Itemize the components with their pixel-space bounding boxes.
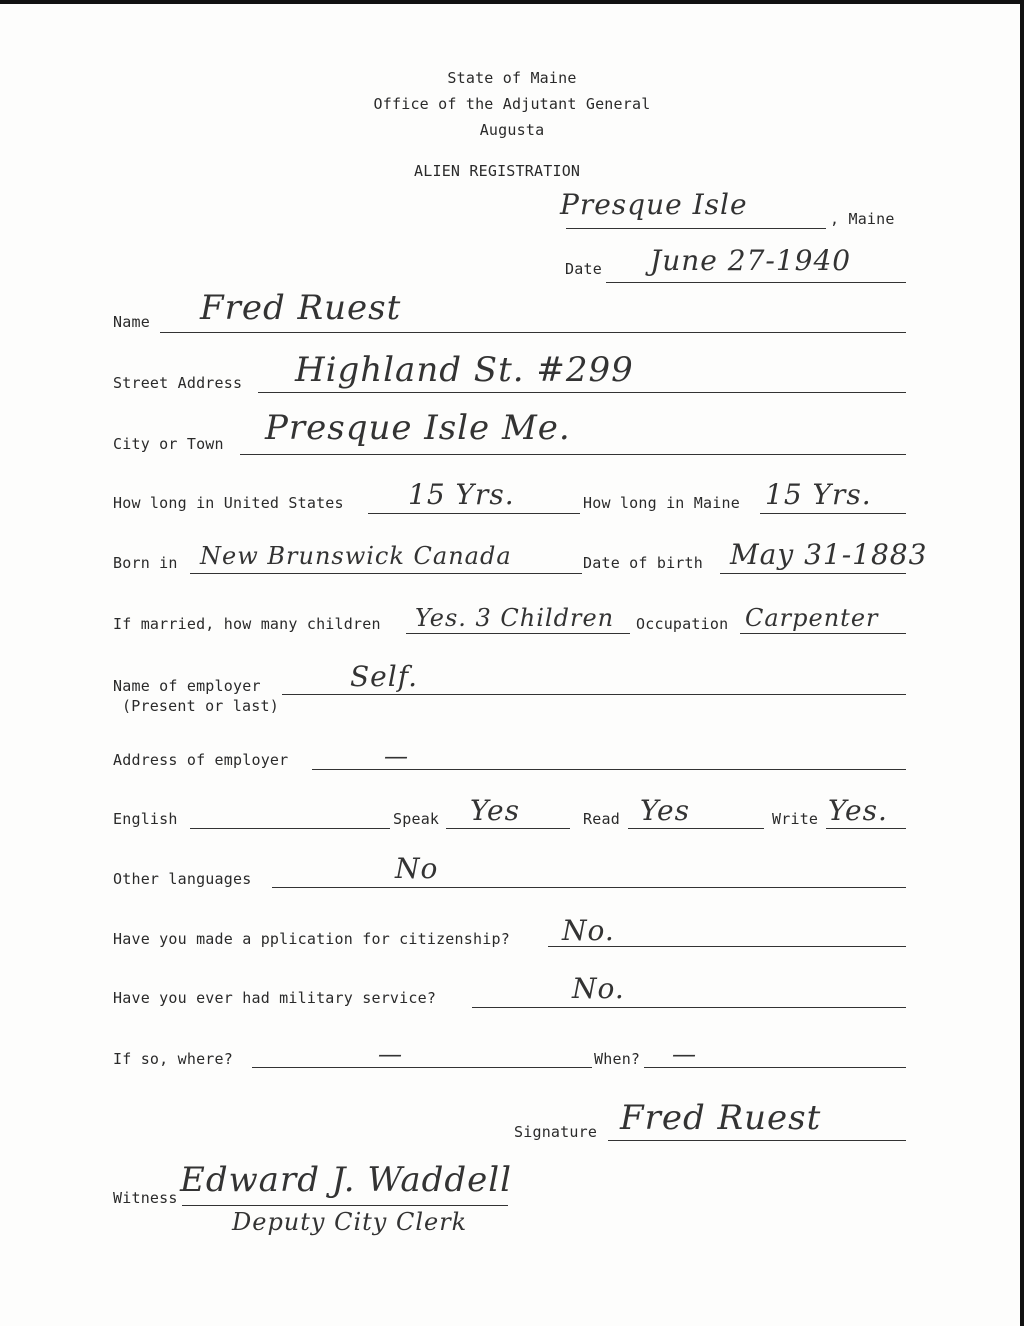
street-label: Street Address bbox=[113, 374, 243, 392]
place-suffix: , Maine bbox=[830, 210, 895, 228]
citizenship-label: Have you made a pplication for citizenship? bbox=[113, 930, 510, 948]
header-office: Office of the Adjutant General bbox=[373, 95, 651, 113]
born-in-line bbox=[190, 573, 582, 574]
witness-label: Witness bbox=[113, 1189, 178, 1207]
speak-label: Speak bbox=[393, 810, 440, 828]
name-value: Fred Ruest bbox=[200, 288, 402, 328]
city-value: Presque Isle Me. bbox=[265, 408, 571, 448]
witness-value: Edward J. Waddell bbox=[180, 1160, 513, 1200]
witness-title: Deputy City Clerk bbox=[232, 1208, 468, 1236]
dob-label: Date of birth bbox=[583, 554, 703, 572]
military-line bbox=[472, 1007, 906, 1008]
read-label: Read bbox=[583, 810, 620, 828]
how-long-us-label: How long in United States bbox=[113, 494, 344, 512]
citizenship-line bbox=[548, 946, 906, 947]
dob-line bbox=[720, 573, 906, 574]
street-value: Highland St. #299 bbox=[295, 350, 634, 390]
write-label: Write bbox=[772, 810, 819, 828]
when-value: — bbox=[672, 1040, 697, 1068]
header-state: State of Maine bbox=[447, 69, 577, 87]
date-value: June 27-1940 bbox=[650, 244, 852, 277]
speak-line bbox=[446, 828, 570, 829]
date-line bbox=[606, 282, 906, 283]
employer-address-value: — bbox=[384, 742, 409, 770]
born-in-value: New Brunswick Canada bbox=[200, 542, 512, 570]
place-line bbox=[566, 228, 826, 229]
write-line bbox=[826, 828, 906, 829]
how-long-maine-value: 15 Yrs. bbox=[765, 478, 872, 511]
where-line bbox=[252, 1067, 592, 1068]
born-in-label: Born in bbox=[113, 554, 178, 572]
other-languages-line bbox=[272, 887, 906, 888]
when-label: When? bbox=[594, 1050, 641, 1068]
occupation-label: Occupation bbox=[636, 615, 729, 633]
how-long-us-value: 15 Yrs. bbox=[408, 478, 515, 511]
children-label: If married, how many children bbox=[113, 615, 381, 633]
how-long-us-line bbox=[368, 513, 580, 514]
when-line bbox=[644, 1067, 906, 1068]
children-line bbox=[406, 633, 630, 634]
employer-line bbox=[282, 694, 906, 695]
where-value: — bbox=[378, 1040, 403, 1068]
street-line bbox=[258, 392, 906, 393]
city-line bbox=[240, 454, 906, 455]
how-long-maine-line bbox=[760, 513, 906, 514]
name-label: Name bbox=[113, 313, 150, 331]
where-label: If so, where? bbox=[113, 1050, 233, 1068]
write-value: Yes. bbox=[828, 794, 888, 827]
speak-value: Yes bbox=[470, 794, 520, 827]
children-value: Yes. 3 Children bbox=[415, 604, 615, 632]
dob-value: May 31-1883 bbox=[730, 538, 928, 571]
english-line bbox=[190, 828, 390, 829]
employer-value: Self. bbox=[350, 660, 418, 693]
scan-edge-top bbox=[0, 0, 1024, 4]
other-languages-label: Other languages bbox=[113, 870, 252, 888]
city-label: City or Town bbox=[113, 435, 224, 453]
scan-edge-right bbox=[1020, 0, 1024, 1326]
other-languages-value: No bbox=[395, 852, 439, 885]
name-line bbox=[160, 332, 906, 333]
employer-label: Name of employer bbox=[113, 677, 261, 695]
date-label: Date bbox=[565, 260, 602, 278]
occupation-value: Carpenter bbox=[745, 604, 879, 632]
signature-line bbox=[608, 1140, 906, 1141]
occupation-line bbox=[740, 633, 906, 634]
employer-address-label: Address of employer bbox=[113, 751, 289, 769]
citizenship-value: No. bbox=[562, 914, 615, 947]
form-title: ALIEN REGISTRATION bbox=[414, 162, 581, 180]
english-label: English bbox=[113, 810, 178, 828]
place-value: Presque Isle bbox=[560, 188, 748, 221]
military-value: No. bbox=[572, 972, 625, 1005]
signature-label: Signature bbox=[514, 1123, 598, 1141]
read-line bbox=[628, 828, 764, 829]
witness-line bbox=[182, 1205, 508, 1206]
read-value: Yes bbox=[640, 794, 690, 827]
header-city: Augusta bbox=[479, 121, 545, 139]
military-label: Have you ever had military service? bbox=[113, 989, 437, 1007]
how-long-maine-label: How long in Maine bbox=[583, 494, 740, 512]
signature-value: Fred Ruest bbox=[620, 1098, 822, 1138]
employer-address-line bbox=[312, 769, 906, 770]
employer-sublabel: (Present or last) bbox=[122, 697, 279, 715]
